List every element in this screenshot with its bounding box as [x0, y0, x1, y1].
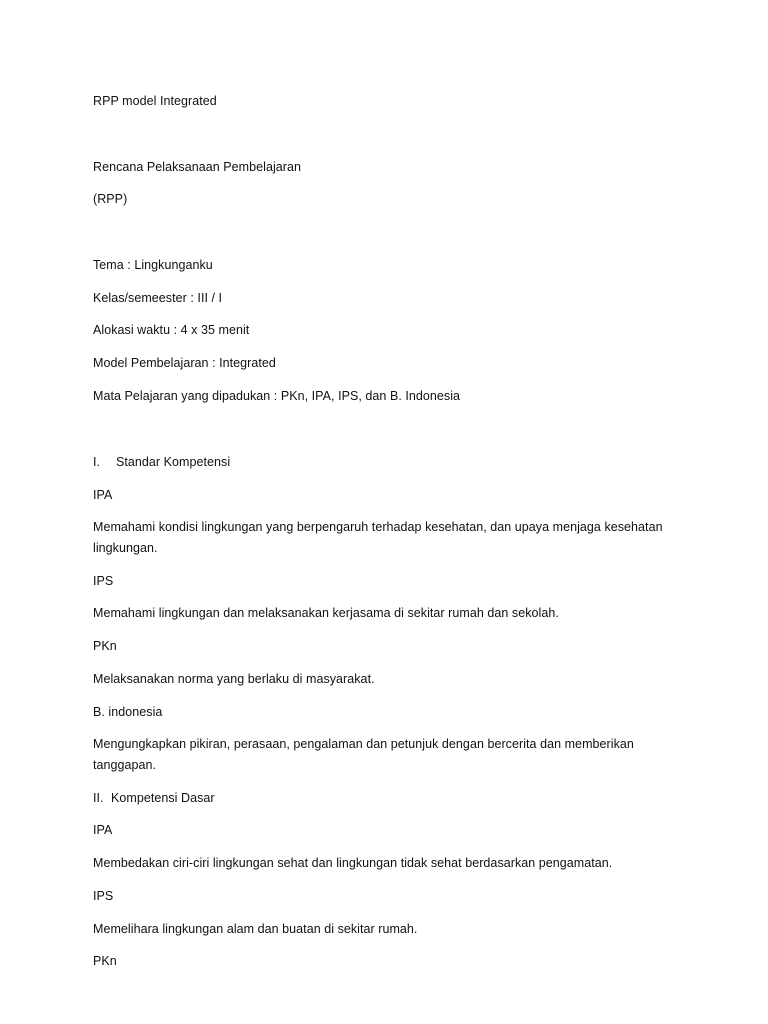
document-heading: Rencana Pelaksanaan Pembelajaran — [93, 160, 301, 174]
competency-text: Melaksanakan norma yang berlaku di masyarakat. — [93, 672, 375, 686]
subject-label: IPA — [93, 488, 113, 502]
section-number: II. — [93, 791, 104, 805]
mata-pelajaran-line: Mata Pelajaran yang dipadukan : PKn, IPA, IPS, dan B. Indonesia — [93, 389, 461, 403]
section-title: Standar Kompetensi — [116, 455, 231, 469]
subject-label: B. indonesia — [93, 705, 163, 719]
alokasi-waktu-line: Alokasi waktu : 4 x 35 menit — [93, 323, 250, 337]
subject-label: IPA — [93, 823, 113, 837]
subject-label: PKn — [93, 639, 117, 653]
kelas-line: Kelas/semeester : III / I — [93, 291, 223, 305]
section-title: Kompetensi Dasar — [111, 791, 215, 805]
competency-text: Memahami kondisi lingkungan yang berpengaruh terhadap kesehatan, dan upaya menjaga kesehatan lingkungan. — [93, 520, 663, 555]
subject-label: IPS — [93, 889, 114, 903]
model-pembelajaran-line: Model Pembelajaran : Integrated — [93, 356, 276, 370]
competency-text: Memelihara lingkungan alam dan buatan di sekitar rumah. — [93, 922, 418, 936]
section-heading — [93, 788, 215, 809]
section-heading — [93, 452, 230, 473]
document-heading-abbreviation: (RPP) — [93, 192, 128, 206]
subject-label: PKn — [93, 954, 117, 968]
competency-text: Mengungkapkan pikiran, perasaan, pengalaman dan petunjuk dengan bercerita dan memberikan tanggapan. — [93, 737, 634, 772]
tema-line: Tema : Lingkunganku — [93, 258, 213, 272]
document-title: RPP model Integrated — [93, 94, 217, 108]
section-number: I. — [93, 455, 101, 469]
competency-text: Membedakan ciri-ciri lingkungan sehat dan lingkungan tidak sehat berdasarkan pengamatan. — [93, 856, 613, 870]
subject-label: IPS — [93, 574, 114, 588]
competency-text: Memahami lingkungan dan melaksanakan kerjasama di sekitar rumah dan sekolah. — [93, 606, 559, 620]
